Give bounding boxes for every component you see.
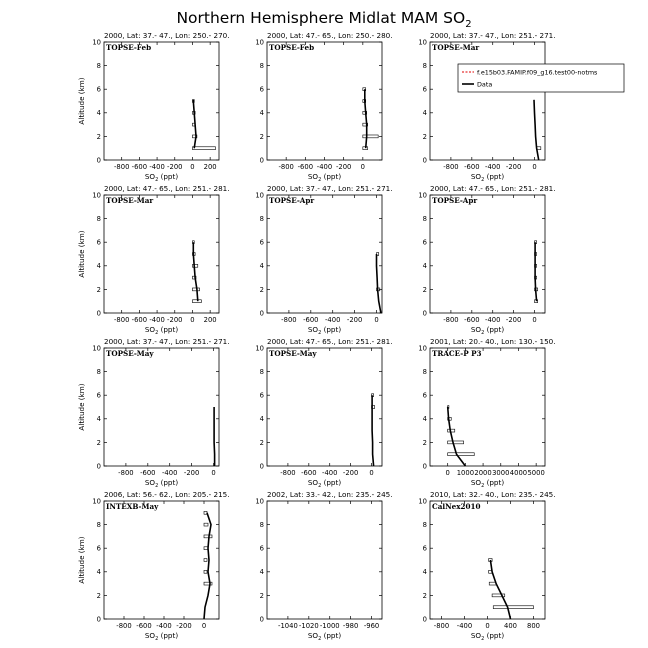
y-tick-label: 2 [259,438,264,447]
y-tick-label: 2 [422,591,427,600]
y-tick-label: 8 [422,62,427,70]
y-tick-label: 4 [259,568,264,577]
x-tick-label: -200 [183,469,200,477]
y-tick-label: 2 [422,132,427,141]
campaign-label: TOPSE-Apr [432,196,478,205]
x-axis-label-subscript: 2 [481,483,485,489]
y-tick-label: 8 [422,215,427,223]
legend-model-label: f.e15b03.FAMIP.f09_g16.test00-notms [477,68,598,77]
x-axis-label-subscript: 2 [155,177,159,183]
data-range-box [448,453,475,456]
y-tick-label: 0 [422,309,427,318]
x-axis-label-text: SO [307,631,319,640]
y-tick-label: 10 [255,344,264,353]
panel-1 [77,31,230,183]
plot-frame [104,195,219,313]
y-tick-label: 4 [96,415,101,424]
x-tick-label: -400 [485,163,501,171]
campaign-label: TOPSE-Mar [432,43,480,52]
panel-header: 2000, Lat: 37.- 47., Lon: 251.- 271. [267,184,393,193]
panel-header: 2000, Lat: 47.- 65., Lon: 251.- 281. [430,184,556,193]
x-tick-label: -800 [433,622,450,630]
x-tick-label: -800 [280,469,296,477]
x-tick-label: -600 [464,316,480,324]
data-range-box [204,535,212,538]
x-axis-label-unit: (ppt) [321,325,342,334]
y-tick-label: 8 [96,215,101,223]
x-tick-label: -600 [303,316,319,324]
y-tick-label: 6 [96,85,101,94]
panel-header: 2000, Lat: 37.- 47., Lon: 250.- 270. [104,31,230,40]
y-tick-label: 0 [96,615,101,624]
x-axis-label-unit: (ppt) [484,325,505,334]
panel-grid [77,31,624,642]
x-tick-label: -980 [342,622,359,630]
data-range-box [192,147,215,150]
x-axis-label [308,631,341,642]
data-range-box [363,135,378,138]
y-tick-label: 6 [96,544,101,553]
panel-header: 2000, Lat: 37.- 47., Lon: 251.- 271. [430,31,556,40]
y-tick-label: 6 [259,544,264,553]
x-tick-label: 0 [445,469,450,477]
x-tick-label: -200 [167,316,183,324]
x-axis-label-text: SO [470,172,482,181]
legend-data-label: Data [477,80,493,89]
x-axis-label-subscript: 2 [155,330,159,336]
y-axis-label: Altitude (km) [77,536,86,584]
y-tick-label: 0 [422,156,427,165]
x-tick-label: -800 [278,163,294,171]
plot-frame [104,42,219,160]
panel-7 [77,337,230,489]
x-tick-label: 0 [532,163,537,171]
x-tick-label: -200 [167,163,183,171]
figure-title [176,9,471,30]
x-axis-label-unit: (ppt) [158,478,179,487]
x-axis-label-unit: (ppt) [158,325,179,334]
plot-frame [104,348,219,466]
data-series-line [490,560,510,619]
data-series-line [535,242,537,301]
x-axis-label-subscript: 2 [481,330,485,336]
x-tick-label: 0 [190,163,195,171]
x-tick-label: -1040 [278,622,298,630]
x-axis-label-text: SO [470,325,482,334]
y-tick-label: 10 [255,38,264,47]
x-axis-label-unit: (ppt) [321,172,342,181]
y-tick-label: 10 [418,344,427,353]
x-tick-label: -200 [505,163,522,171]
x-axis-label [145,478,178,489]
x-axis-label [145,172,178,183]
data-series-line [377,254,381,313]
plot-frame [430,42,545,160]
x-tick-label: -200 [346,316,363,324]
x-axis-label-text: SO [470,631,482,640]
x-axis-label-unit: (ppt) [158,172,179,181]
plot-frame [430,501,545,619]
x-tick-label: 0 [532,316,537,324]
x-tick-label: 200 [203,316,217,324]
x-axis-label-unit: (ppt) [158,631,179,640]
x-axis-label-subscript: 2 [481,636,485,642]
campaign-label: TRACE-P P3 [432,349,482,358]
x-axis-label [145,631,178,642]
x-axis-label [471,325,504,336]
panel-8 [255,337,392,489]
y-tick-label: 8 [422,368,427,376]
x-axis-label-text: SO [307,172,319,181]
y-tick-label: 2 [96,132,101,141]
panel-9 [418,337,555,489]
x-axis-label-text: SO [144,325,156,334]
x-tick-label: 800 [527,622,540,630]
x-axis-label [471,631,504,642]
y-tick-label: 0 [259,156,264,165]
x-tick-label: 3000 [492,469,510,477]
x-tick-label: 0 [360,163,365,171]
panel-header: 2006, Lat: 56.- 62., Lon: 205.- 215. [104,490,230,499]
x-tick-label: -400 [156,622,172,630]
x-tick-label: -400 [324,316,341,324]
data-series-line [193,242,198,301]
y-tick-label: 2 [96,591,101,600]
y-axis-label: Altitude (km) [77,230,86,278]
x-axis-label [145,325,178,336]
panel-2 [255,31,392,183]
x-tick-label: -400 [161,469,178,477]
campaign-label: TOPSE-Mar [106,196,154,205]
x-axis-label-unit: (ppt) [321,631,342,640]
x-tick-label: -1020 [298,622,319,630]
y-tick-label: 10 [418,191,427,200]
campaign-label: TOPSE-Apr [269,196,315,205]
x-tick-label: -800 [113,163,130,171]
x-tick-label: -400 [149,316,165,324]
x-tick-label: -960 [363,622,380,630]
y-tick-label: 4 [96,262,101,271]
data-range-box [192,264,197,267]
panel-header: 2000, Lat: 37.- 47., Lon: 251.- 271. [104,337,230,346]
x-tick-label: -400 [322,469,338,477]
plot-frame [104,501,219,619]
y-tick-label: 4 [422,568,427,577]
x-tick-label: 0 [485,622,490,630]
x-axis-label-subscript: 2 [318,636,322,642]
y-tick-label: 8 [96,368,101,376]
x-axis-label-unit: (ppt) [321,478,342,487]
panel-header: 2000, Lat: 47.- 65., Lon: 251.- 281. [104,184,230,193]
x-axis-label-subscript: 2 [318,177,322,183]
campaign-label: TOPSE-May [106,349,154,358]
data-range-box [493,606,533,609]
x-axis-label-unit: (ppt) [484,631,505,640]
x-axis-label-text: SO [470,478,482,487]
x-tick-label: -400 [485,316,501,324]
x-axis-label [308,172,341,183]
figure-title-text: Northern Hemisphere Midlat MAM SO [176,9,466,27]
x-tick-label: -800 [118,469,134,477]
x-tick-label: 5000 [527,469,545,477]
y-tick-label: 10 [92,497,101,506]
x-tick-label: -600 [131,163,148,171]
figure-title-subscript: 2 [465,19,472,30]
data-range-box [204,523,208,526]
x-axis-label-text: SO [144,172,156,181]
y-tick-label: 4 [259,109,264,118]
panel-12 [418,490,555,642]
y-tick-label: 10 [255,497,264,506]
y-tick-label: 6 [259,238,264,247]
x-tick-label: -200 [176,622,192,630]
x-axis-label [308,325,341,336]
data-range-box [448,441,464,444]
x-tick-label: -1000 [319,622,340,630]
y-tick-label: 8 [259,368,264,376]
y-tick-label: 4 [96,568,101,577]
x-tick-label: 0 [374,316,379,324]
y-axis-label: Altitude (km) [77,77,86,125]
y-tick-label: 6 [96,238,101,247]
x-tick-label: -800 [116,622,132,630]
x-tick-label: 4000 [509,469,528,477]
x-axis-label-subscript: 2 [318,483,322,489]
y-tick-label: 4 [422,262,427,271]
x-tick-label: -600 [136,622,152,630]
y-tick-label: 6 [422,391,427,400]
y-tick-label: 8 [96,62,101,70]
y-tick-label: 0 [259,309,264,318]
y-tick-label: 2 [96,438,101,447]
x-axis-label-subscript: 2 [481,177,485,183]
y-tick-label: 0 [96,309,101,318]
y-tick-label: 0 [422,462,427,471]
y-tick-label: 10 [418,497,427,506]
x-tick-label: -600 [140,469,156,477]
x-axis-label [471,478,504,489]
x-axis-label-text: SO [144,478,156,487]
panel-11 [255,490,392,642]
x-tick-label: 400 [504,622,517,630]
y-tick-label: 2 [96,285,101,294]
panel-10 [77,490,230,642]
y-tick-label: 0 [259,615,264,624]
y-tick-label: 2 [259,132,264,141]
y-tick-label: 4 [422,109,427,118]
data-series-line [193,100,196,148]
y-tick-label: 0 [259,462,264,471]
plot-frame [267,195,382,313]
x-tick-label: -600 [131,316,148,324]
y-tick-label: 0 [422,615,427,624]
y-tick-label: 10 [92,344,101,353]
x-tick-label: 0 [369,469,374,477]
data-series-line [534,100,539,160]
x-tick-label: 0 [201,622,207,630]
data-series-line [214,407,215,466]
y-tick-label: 6 [422,238,427,247]
y-tick-label: 4 [259,415,264,424]
y-tick-label: 10 [255,191,264,200]
campaign-label: CalNex2010 [432,502,481,511]
plot-frame [430,195,545,313]
y-tick-label: 8 [259,215,264,223]
data-range-box [204,570,207,573]
y-tick-label: 6 [422,85,427,94]
y-tick-label: 2 [259,285,264,294]
legend [458,64,624,92]
panel-header: 2001, Lat: 20.- 40., Lon: 130.- 150. [430,337,556,346]
plot-frame [430,348,545,466]
x-tick-label: -800 [443,316,459,324]
y-tick-label: 4 [422,415,427,424]
y-axis-label: Altitude (km) [77,383,86,431]
x-axis-label-subscript: 2 [318,330,322,336]
plot-frame [267,348,382,466]
panel-header: 2000, Lat: 47.- 65., Lon: 250.- 280. [267,31,393,40]
y-tick-label: 2 [422,438,427,447]
y-tick-label: 6 [422,544,427,553]
y-tick-label: 0 [96,462,101,471]
x-tick-label: 200 [203,163,217,171]
x-tick-label: -600 [297,163,314,171]
y-tick-label: 10 [92,38,101,47]
panel-5 [255,184,392,336]
y-tick-label: 8 [96,521,101,529]
campaign-label: TOPSE-Feb [106,43,152,52]
panel-header: 2002, Lat: 33.- 42., Lon: 235.- 245. [267,490,393,499]
data-range-box [204,559,207,562]
plot-frame [267,501,382,619]
x-tick-label: -800 [281,316,297,324]
x-axis-label-unit: (ppt) [484,172,505,181]
y-tick-label: 4 [96,109,101,118]
x-tick-label: -200 [505,316,522,324]
x-axis-label [471,172,504,183]
data-series-line [365,89,367,148]
x-tick-label: -400 [316,163,333,171]
y-tick-label: 4 [259,262,264,271]
x-tick-label: -200 [335,163,352,171]
panel-header: 2010, Lat: 32.- 40., Lon: 235.- 245. [430,490,556,499]
x-tick-label: 2000 [474,469,492,477]
x-tick-label: -800 [443,163,459,171]
data-series-line [448,407,466,466]
x-axis-label-text: SO [307,325,319,334]
y-tick-label: 2 [259,591,264,600]
y-tick-label: 10 [92,191,101,200]
y-tick-label: 10 [418,38,427,47]
x-axis-label [308,478,341,489]
panel-header: 2000, Lat: 47.- 65., Lon: 251.- 281. [267,337,393,346]
x-axis-label-text: SO [307,478,319,487]
x-axis-label-subscript: 2 [155,483,159,489]
panel-3 [418,31,555,183]
x-axis-label-text: SO [144,631,156,640]
x-tick-label: -400 [149,163,165,171]
panel-6 [418,184,555,336]
x-tick-label: 0 [211,469,216,477]
x-tick-label: -600 [301,469,317,477]
y-tick-label: 6 [96,391,101,400]
campaign-label: TOPSE-May [269,349,317,358]
x-tick-label: -800 [113,316,130,324]
x-tick-label: -200 [342,469,359,477]
data-series-line [204,513,211,619]
x-tick-label: 0 [190,316,195,324]
x-tick-label: -600 [464,163,480,171]
y-tick-label: 2 [422,285,427,294]
campaign-label: TOPSE-Feb [269,43,315,52]
y-tick-label: 8 [422,521,427,529]
x-tick-label: 1000 [456,469,475,477]
y-tick-label: 8 [259,62,264,70]
y-tick-label: 6 [259,85,264,94]
x-axis-label-subscript: 2 [155,636,159,642]
x-tick-label: -400 [456,622,473,630]
y-tick-label: 6 [259,391,264,400]
y-tick-label: 0 [96,156,101,165]
y-tick-label: 8 [259,521,264,529]
campaign-label: INTEXB-May [106,502,159,511]
data-range-box [192,300,201,303]
panel-4 [77,184,230,336]
x-axis-label-unit: (ppt) [484,478,505,487]
